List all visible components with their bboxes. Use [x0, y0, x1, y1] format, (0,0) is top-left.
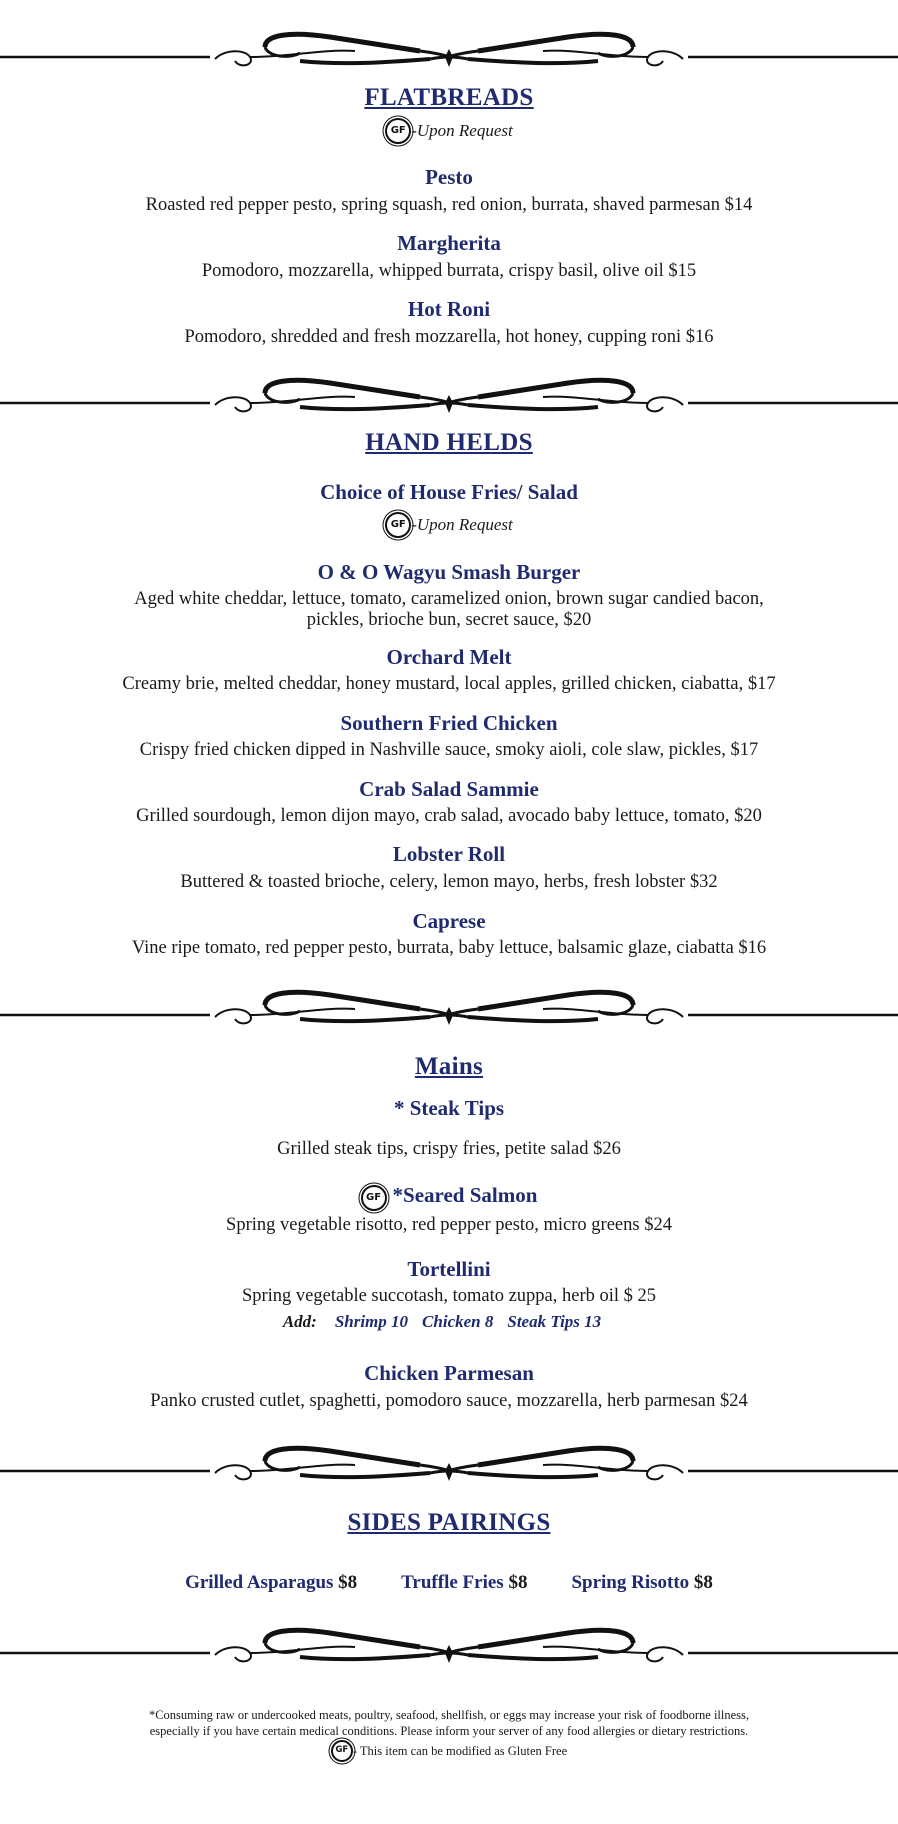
menu-item-desc: Roasted red pepper pesto, spring squash, red onion, burrata, shaved parmesan $14	[145, 195, 753, 215]
menu-item-name: Chicken Parmesan	[364, 1361, 534, 1385]
menu-item-name: Caprese	[412, 909, 486, 933]
menu-item-name: Tortellini	[407, 1257, 491, 1281]
gluten-free-icon: GF	[361, 1185, 387, 1211]
menu-item-name: Crab Salad Sammie	[359, 777, 539, 801]
ornamental-divider	[0, 1441, 898, 1501]
gf-note: -Upon Request	[411, 515, 513, 534]
section-title-sides: SIDES PAIRINGS	[347, 1509, 551, 1536]
menu-item-desc: Pomodoro, shredded and fresh mozzarella, hot honey, cupping roni $16	[184, 327, 714, 347]
side-item: Truffle Fries $8	[401, 1572, 528, 1593]
add-ons	[0, 1312, 898, 1332]
ornamental-divider	[0, 1623, 898, 1683]
menu-item-desc: Aged white cheddar, lettuce, tomato, caramelized onion, brown sugar candied bacon,	[134, 589, 764, 609]
menu-item-name: Margherita	[397, 231, 501, 255]
gf-note: -Upon Request	[411, 121, 513, 140]
sides-list	[0, 1572, 898, 1594]
menu-item-desc: Grilled sourdough, lemon dijon mayo, crab salad, avocado baby lettuce, tomato, $20	[136, 806, 762, 826]
menu-item-desc: Creamy brie, melted cheddar, honey mustard, local apples, grilled chicken, ciabatta, $17	[122, 674, 776, 694]
allergy-disclaimer-line: *Consuming raw or undercooked meats, poultry, seafood, shellfish, or eggs may increase your risk of foodborne illness,	[148, 1708, 750, 1722]
gf-upon-request	[0, 118, 898, 144]
add-option: Steak Tips 13	[507, 1312, 602, 1331]
menu-item-desc: Panko crusted cutlet, spaghetti, pomodoro sauce, mozzarella, herb parmesan $24	[150, 1391, 748, 1411]
allergy-disclaimer-line: especially if you have certain medical conditions. Please inform your server of any food allergies or dietary restrictions.	[149, 1724, 749, 1738]
section-title-handhelds: HAND HELDS	[365, 429, 533, 456]
menu-item-name: *Seared Salmon	[392, 1183, 538, 1207]
menu-item-name: Orchard Melt	[386, 645, 512, 669]
ornamental-divider	[0, 27, 898, 87]
menu-item-name: Lobster Roll	[392, 842, 506, 866]
menu-item-name: Hot Roni	[407, 297, 491, 321]
menu-item-desc: Crispy fried chicken dipped in Nashville sauce, smoky aioli, cole slaw, pickles, $17	[139, 740, 759, 760]
add-label: Add:	[282, 1312, 317, 1331]
menu-item-name: Pesto	[425, 165, 473, 189]
menu-item-desc: Vine ripe tomato, red pepper pesto, burrata, baby lettuce, balsamic glaze, ciabatta $16	[131, 938, 767, 958]
gf-legend	[0, 1740, 898, 1762]
side-item: Spring Risotto $8	[571, 1572, 713, 1593]
menu-item-desc: Pomodoro, mozzarella, whipped burrata, crispy basil, olive oil $15	[201, 261, 697, 281]
ornamental-divider	[0, 373, 898, 433]
handhelds-subtitle: Choice of House Fries/ Salad	[320, 480, 578, 504]
gluten-free-icon: GF	[385, 512, 411, 538]
gf-legend-text: - This item can be modified as Gluten Free	[352, 1744, 568, 1758]
menu-item-name-row	[0, 1183, 898, 1211]
menu-item-name: * Steak Tips	[393, 1096, 505, 1120]
add-option: Chicken 8	[422, 1312, 494, 1331]
menu-item-desc: pickles, brioche bun, secret sauce, $20	[306, 610, 592, 630]
gluten-free-icon: GF	[331, 1740, 353, 1762]
section-title-flatbreads: FLATBREADS	[364, 84, 534, 111]
menu-item-desc: Grilled steak tips, crispy fries, petite salad $26	[277, 1139, 621, 1159]
menu-item-desc: Spring vegetable succotash, tomato zuppa, herb oil $ 25	[241, 1286, 657, 1306]
side-item: Grilled Asparagus $8	[185, 1572, 358, 1593]
ornamental-divider	[0, 985, 898, 1045]
menu-item-name: O & O Wagyu Smash Burger	[317, 560, 581, 584]
menu-item-name: Southern Fried Chicken	[340, 711, 558, 735]
menu-item-desc: Spring vegetable risotto, red pepper pesto, micro greens $24	[226, 1215, 672, 1235]
add-option: Shrimp 10	[334, 1312, 409, 1331]
gluten-free-icon: GF	[385, 118, 411, 144]
gf-upon-request	[0, 512, 898, 538]
menu-item-desc: Buttered & toasted brioche, celery, lemon mayo, herbs, fresh lobster $32	[180, 872, 718, 892]
section-title-mains: Mains	[414, 1053, 484, 1080]
